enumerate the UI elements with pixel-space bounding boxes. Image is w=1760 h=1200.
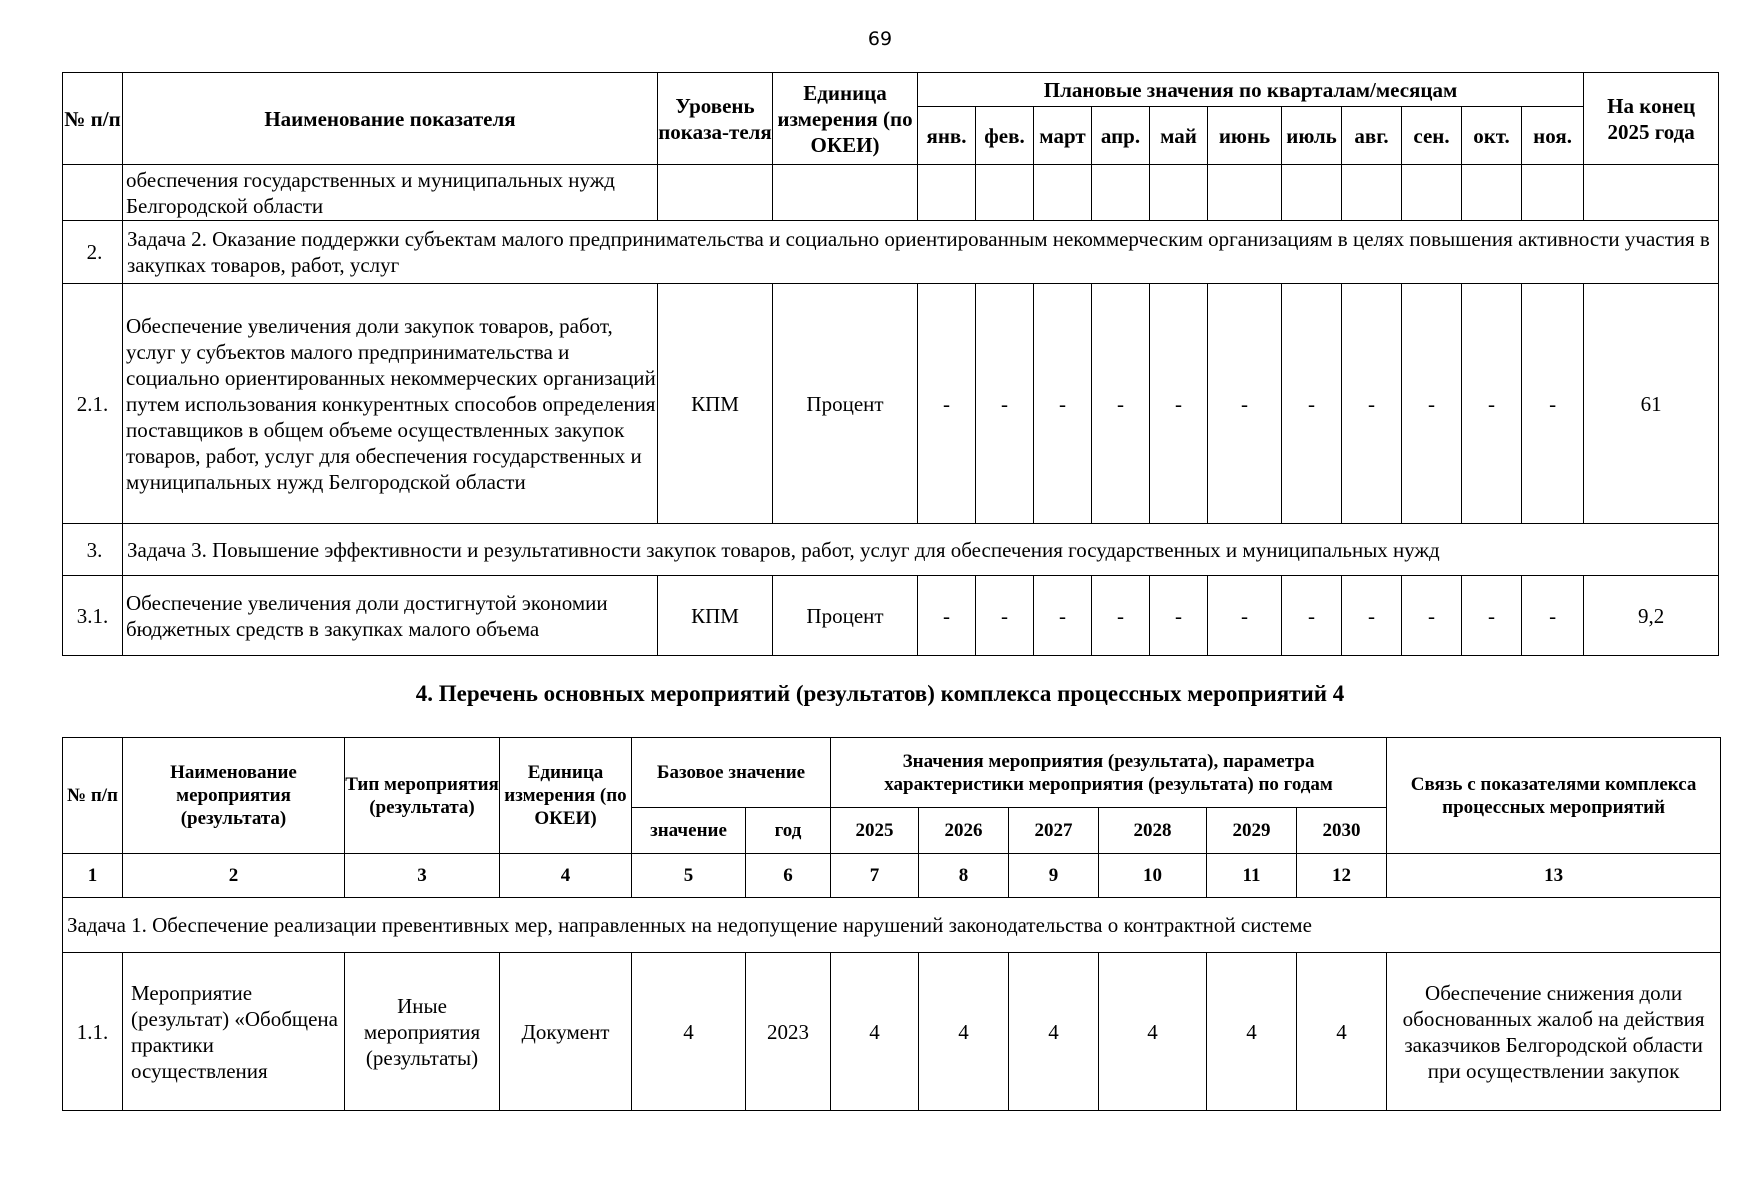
header-name: Наименование мероприятия (результата) bbox=[123, 738, 345, 854]
continuation-text: обеспечения государственных и муниципальных нужд Белгородской области bbox=[123, 165, 658, 221]
month-value: - bbox=[1034, 284, 1092, 524]
indicator-unit: Процент bbox=[773, 576, 918, 656]
header-planned: Плановые значения по кварталам/месяцам bbox=[918, 73, 1584, 107]
column-number: 1 bbox=[63, 854, 123, 898]
month-value: - bbox=[1462, 284, 1522, 524]
header-year: 2030 bbox=[1297, 808, 1387, 854]
activity-name: Мероприятие (результат) «Обобщена практики осуществления bbox=[123, 953, 345, 1111]
header-month: май bbox=[1150, 107, 1208, 165]
task-text: Задача 2. Оказание поддержки субъектам малого предпринимательства и социально ориентированным некоммерческим организациям в целях повышения активности участия в закупках товаров, работ, услуг bbox=[123, 221, 1719, 284]
column-number: 4 bbox=[500, 854, 632, 898]
activity-unit: Документ bbox=[500, 953, 632, 1111]
column-number: 5 bbox=[632, 854, 746, 898]
month-value: - bbox=[918, 576, 976, 656]
row-num: 1.1. bbox=[63, 953, 123, 1111]
indicators-table bbox=[62, 72, 1719, 656]
column-number: 9 bbox=[1009, 854, 1099, 898]
row-num: 3.1. bbox=[63, 576, 123, 656]
row-num: 3. bbox=[63, 524, 123, 576]
row-num: 2.1. bbox=[63, 284, 123, 524]
month-value: - bbox=[1208, 284, 1282, 524]
month-value: - bbox=[976, 284, 1034, 524]
year-value: 4 bbox=[1297, 953, 1387, 1111]
header-link: Связь с показателями комплекса процессных мероприятий bbox=[1387, 738, 1721, 854]
month-value: - bbox=[1522, 576, 1584, 656]
column-number: 10 bbox=[1099, 854, 1207, 898]
header-num: № п/п bbox=[63, 73, 123, 165]
indicator-level: КПМ bbox=[658, 576, 773, 656]
task-row bbox=[63, 524, 1719, 576]
header-values: Значения мероприятия (результата), параметра характеристики мероприятия (результата) по годам bbox=[831, 738, 1387, 808]
month-value: - bbox=[918, 284, 976, 524]
header-type: Тип мероприятия (результата) bbox=[345, 738, 500, 854]
page-number: 69 bbox=[867, 28, 893, 50]
header-year: 2029 bbox=[1207, 808, 1297, 854]
header-base: Базовое значение bbox=[632, 738, 831, 808]
month-value: - bbox=[1402, 284, 1462, 524]
column-numbers-row bbox=[63, 854, 1721, 898]
header-year: 2027 bbox=[1009, 808, 1099, 854]
header-base-value: значение bbox=[632, 808, 746, 854]
base-year: 2023 bbox=[746, 953, 831, 1111]
month-value: - bbox=[1208, 576, 1282, 656]
table-row bbox=[63, 576, 1719, 656]
header-num: № п/п bbox=[63, 738, 123, 854]
header-year: 2028 bbox=[1099, 808, 1207, 854]
column-number: 2 bbox=[123, 854, 345, 898]
column-number: 3 bbox=[345, 854, 500, 898]
header-month: авг. bbox=[1342, 107, 1402, 165]
table-row bbox=[63, 284, 1719, 524]
table-row bbox=[63, 165, 1719, 221]
base-value: 4 bbox=[632, 953, 746, 1111]
month-value: - bbox=[1282, 284, 1342, 524]
column-number: 13 bbox=[1387, 854, 1721, 898]
task-text: Задача 3. Повышение эффективности и результативности закупок товаров, работ, услуг для обеспечения государственных и муниципальных нужд bbox=[123, 524, 1719, 576]
month-value: - bbox=[1034, 576, 1092, 656]
indicator-name: Обеспечение увеличения доли закупок товаров, работ, услуг у субъектов малого предпринимательства и социально ориентированных некоммерческих организаций путем использования конкурентных способов определения поставщиков в общем объеме осуществленных закупок товаров, работ, услуг для обеспечения государственных и муниципальных нужд Белгородской области bbox=[123, 284, 658, 524]
end-value: 9,2 bbox=[1584, 576, 1719, 656]
month-value: - bbox=[1342, 576, 1402, 656]
header-unit: Единица измерения (по ОКЕИ) bbox=[500, 738, 632, 854]
indicator-unit: Процент bbox=[773, 284, 918, 524]
column-number: 7 bbox=[831, 854, 919, 898]
end-value: 61 bbox=[1584, 284, 1719, 524]
header-month: июнь bbox=[1208, 107, 1282, 165]
month-value: - bbox=[1522, 284, 1584, 524]
header-month: июль bbox=[1282, 107, 1342, 165]
indicator-name: Обеспечение увеличения доли достигнутой экономии бюджетных средств в закупках малого объема bbox=[123, 576, 658, 656]
header-month: апр. bbox=[1092, 107, 1150, 165]
month-value: - bbox=[1092, 576, 1150, 656]
header-month: фев. bbox=[976, 107, 1034, 165]
header-base-year: год bbox=[746, 808, 831, 854]
column-number: 8 bbox=[919, 854, 1009, 898]
year-value: 4 bbox=[831, 953, 919, 1111]
task-text: Задача 1. Обеспечение реализации превентивных мер, направленных на недопущение нарушений законодательства о контрактной системе bbox=[63, 898, 1721, 953]
row-num: 2. bbox=[63, 221, 123, 284]
header-year: 2025 bbox=[831, 808, 919, 854]
indicator-level: КПМ bbox=[658, 284, 773, 524]
table-row bbox=[63, 953, 1721, 1111]
task-row bbox=[63, 221, 1719, 284]
header-month: ноя. bbox=[1522, 107, 1584, 165]
month-value: - bbox=[976, 576, 1034, 656]
year-value: 4 bbox=[919, 953, 1009, 1111]
header-name: Наименование показателя bbox=[123, 73, 658, 165]
indicator-link: Обеспечение снижения доли обоснованных жалоб на действия заказчиков Белгородской области при осуществлении закупок bbox=[1387, 953, 1721, 1111]
column-number: 12 bbox=[1297, 854, 1387, 898]
header-unit: Единица измерения (по ОКЕИ) bbox=[773, 73, 918, 165]
header-month: окт. bbox=[1462, 107, 1522, 165]
header-month: сен. bbox=[1402, 107, 1462, 165]
month-value: - bbox=[1462, 576, 1522, 656]
month-value: - bbox=[1342, 284, 1402, 524]
header-year: 2026 bbox=[919, 808, 1009, 854]
column-number: 6 bbox=[746, 854, 831, 898]
activities-table bbox=[62, 737, 1721, 1111]
month-value: - bbox=[1150, 284, 1208, 524]
header-month: март bbox=[1034, 107, 1092, 165]
year-value: 4 bbox=[1207, 953, 1297, 1111]
header-level: Уровень показа-теля bbox=[658, 73, 773, 165]
month-value: - bbox=[1402, 576, 1462, 656]
header-month: янв. bbox=[918, 107, 976, 165]
month-value: - bbox=[1282, 576, 1342, 656]
year-value: 4 bbox=[1099, 953, 1207, 1111]
month-value: - bbox=[1092, 284, 1150, 524]
column-number: 11 bbox=[1207, 854, 1297, 898]
activity-type: Иные мероприятия (результаты) bbox=[345, 953, 500, 1111]
header-end: На конец 2025 года bbox=[1584, 73, 1719, 165]
year-value: 4 bbox=[1009, 953, 1099, 1111]
section-title: 4. Перечень основных мероприятий (результатов) комплекса процессных мероприятий 4 bbox=[415, 681, 1345, 706]
task-row bbox=[63, 898, 1721, 953]
month-value: - bbox=[1150, 576, 1208, 656]
